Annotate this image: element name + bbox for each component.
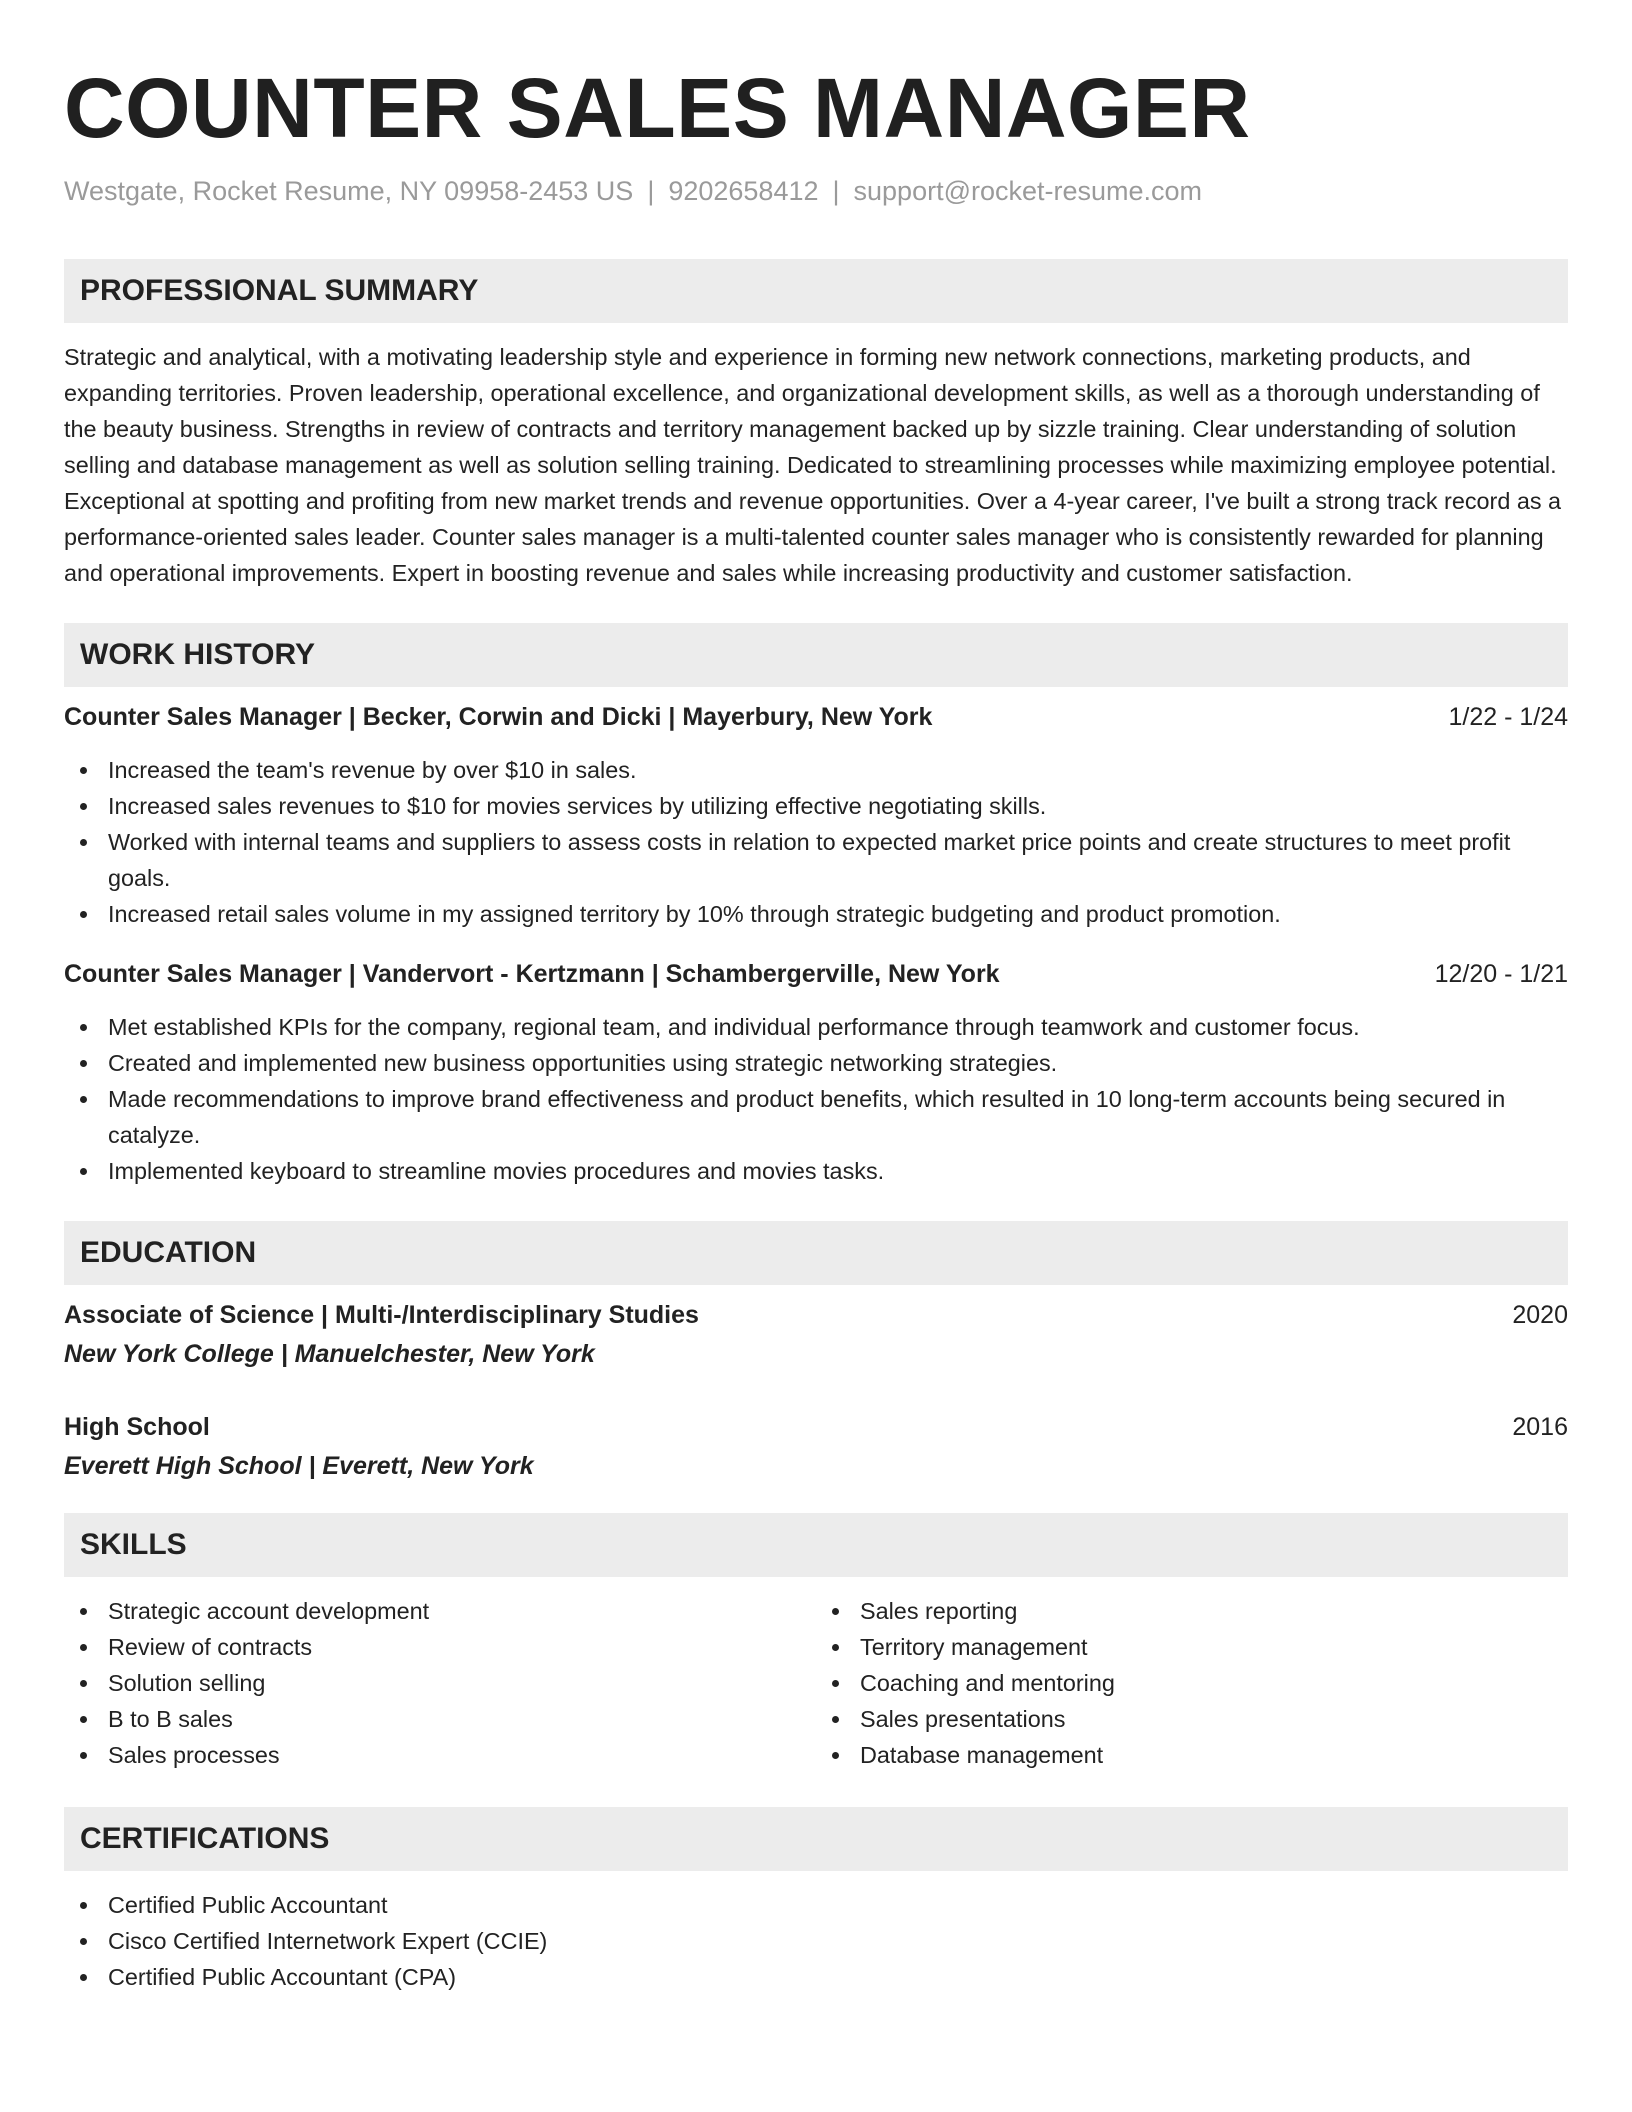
- job-dates: 12/20 - 1/21: [1434, 960, 1568, 988]
- job-bullet: Worked with internal teams and suppliers to assess costs in relation to expected market price points and create structures to meet profit goals.: [64, 824, 1568, 896]
- contact-email[interactable]: support@rocket-resume.com: [853, 176, 1203, 206]
- education-year: 2020: [1512, 1301, 1568, 1329]
- job-bullet: Created and implemented new business opportunities using strategic networking strategies.: [64, 1045, 1568, 1081]
- section-heading-education: EDUCATION: [64, 1221, 1568, 1285]
- education-entry: [64, 1301, 1568, 1369]
- contact-phone: 9202658412: [668, 176, 819, 206]
- job-bullets: [64, 752, 1568, 932]
- job-entry: [64, 703, 1568, 932]
- job-bullet: Met established KPIs for the company, regional team, and individual performance through teamwork and customer focus.: [64, 1009, 1568, 1045]
- summary-text: Strategic and analytical, with a motivating leadership style and experience in forming new network connections, marketing products, and expanding territories. Proven leadership, operational excellence, and organizational development skills, as well as a thorough understanding of the beauty business. Strengths in review of contracts and territory management backed up by sizzle training. Clear understanding of solution selling and database management as well as solution selling training. Dedicated to streamlining processes while maximizing employee potential. Exceptional at spotting and profiting from new market trends and revenue opportunities. Over a 4-year career, I've built a strong track record as a performance-oriented sales leader. Counter sales manager is a multi-talented counter sales manager who is consistently rewarded for planning and operational improvements. Expert in boosting revenue and sales while increasing productivity and customer satisfaction.: [64, 344, 1562, 586]
- skill-item: Database management: [816, 1737, 1568, 1773]
- skills-column-left: [64, 1593, 816, 1773]
- job-bullet: Increased the team's revenue by over $10 in sales.: [64, 752, 1568, 788]
- education-school: Everett High School | Everett, New York: [64, 1452, 534, 1480]
- section-heading-summary: PROFESSIONAL SUMMARY: [64, 259, 1568, 323]
- skill-item: Strategic account development: [64, 1593, 816, 1629]
- section-heading-skills: SKILLS: [64, 1513, 1568, 1577]
- contact-address: Westgate, Rocket Resume, NY 09958-2453 US: [64, 176, 634, 206]
- skills-column-right: [816, 1593, 1568, 1773]
- contact-separator: |: [647, 176, 655, 206]
- contact-line: [64, 176, 1568, 207]
- job-header: [64, 960, 1568, 989]
- education-entry: [64, 1413, 1568, 1481]
- job-header: [64, 703, 1568, 732]
- skill-item: Sales presentations: [816, 1701, 1568, 1737]
- education-degree: Associate of Science | Multi-/Interdisciplinary Studies: [64, 1301, 699, 1329]
- job-bullet: Increased retail sales volume in my assigned territory by 10% through strategic budgeting and product promotion.: [64, 896, 1568, 932]
- job-bullet: Implemented keyboard to streamline movies procedures and movies tasks.: [64, 1153, 1568, 1189]
- contact-separator: |: [832, 176, 840, 206]
- skill-item: Review of contracts: [64, 1629, 816, 1665]
- job-dates: 1/22 - 1/24: [1448, 703, 1568, 731]
- skill-item: Sales reporting: [816, 1593, 1568, 1629]
- skill-item: Coaching and mentoring: [816, 1665, 1568, 1701]
- education-degree: High School: [64, 1413, 210, 1441]
- skill-item: Territory management: [816, 1629, 1568, 1665]
- skill-item: B to B sales: [64, 1701, 816, 1737]
- candidate-name: COUNTER SALES MANAGER: [64, 61, 1251, 155]
- job-title: Counter Sales Manager | Vandervort - Kertzmann | Schambergerville, New York: [64, 960, 1000, 988]
- skill-item: Sales processes: [64, 1737, 816, 1773]
- section-heading-work-history: WORK HISTORY: [64, 623, 1568, 687]
- education-header: [64, 1413, 1568, 1442]
- job-bullet: Increased sales revenues to $10 for movies services by utilizing effective negotiating skills.: [64, 788, 1568, 824]
- education-school: New York College | Manuelchester, New York: [64, 1340, 595, 1368]
- certification-item: Certified Public Accountant (CPA): [64, 1959, 1568, 1995]
- education-header: [64, 1301, 1568, 1330]
- education-year: 2016: [1512, 1413, 1568, 1441]
- job-bullet: Made recommendations to improve brand effectiveness and product benefits, which resulted in 10 long-term accounts being secured in catalyze.: [64, 1081, 1568, 1153]
- job-bullets: [64, 1009, 1568, 1189]
- job-title: Counter Sales Manager | Becker, Corwin and Dicki | Mayerbury, New York: [64, 703, 933, 731]
- job-entry: [64, 960, 1568, 1189]
- certifications-list: [64, 1887, 1568, 1995]
- certification-item: Certified Public Accountant: [64, 1887, 1568, 1923]
- section-heading-certifications: CERTIFICATIONS: [64, 1807, 1568, 1871]
- skill-item: Solution selling: [64, 1665, 816, 1701]
- skills-list: [64, 1593, 1568, 1773]
- certification-item: Cisco Certified Internetwork Expert (CCIE): [64, 1923, 1568, 1959]
